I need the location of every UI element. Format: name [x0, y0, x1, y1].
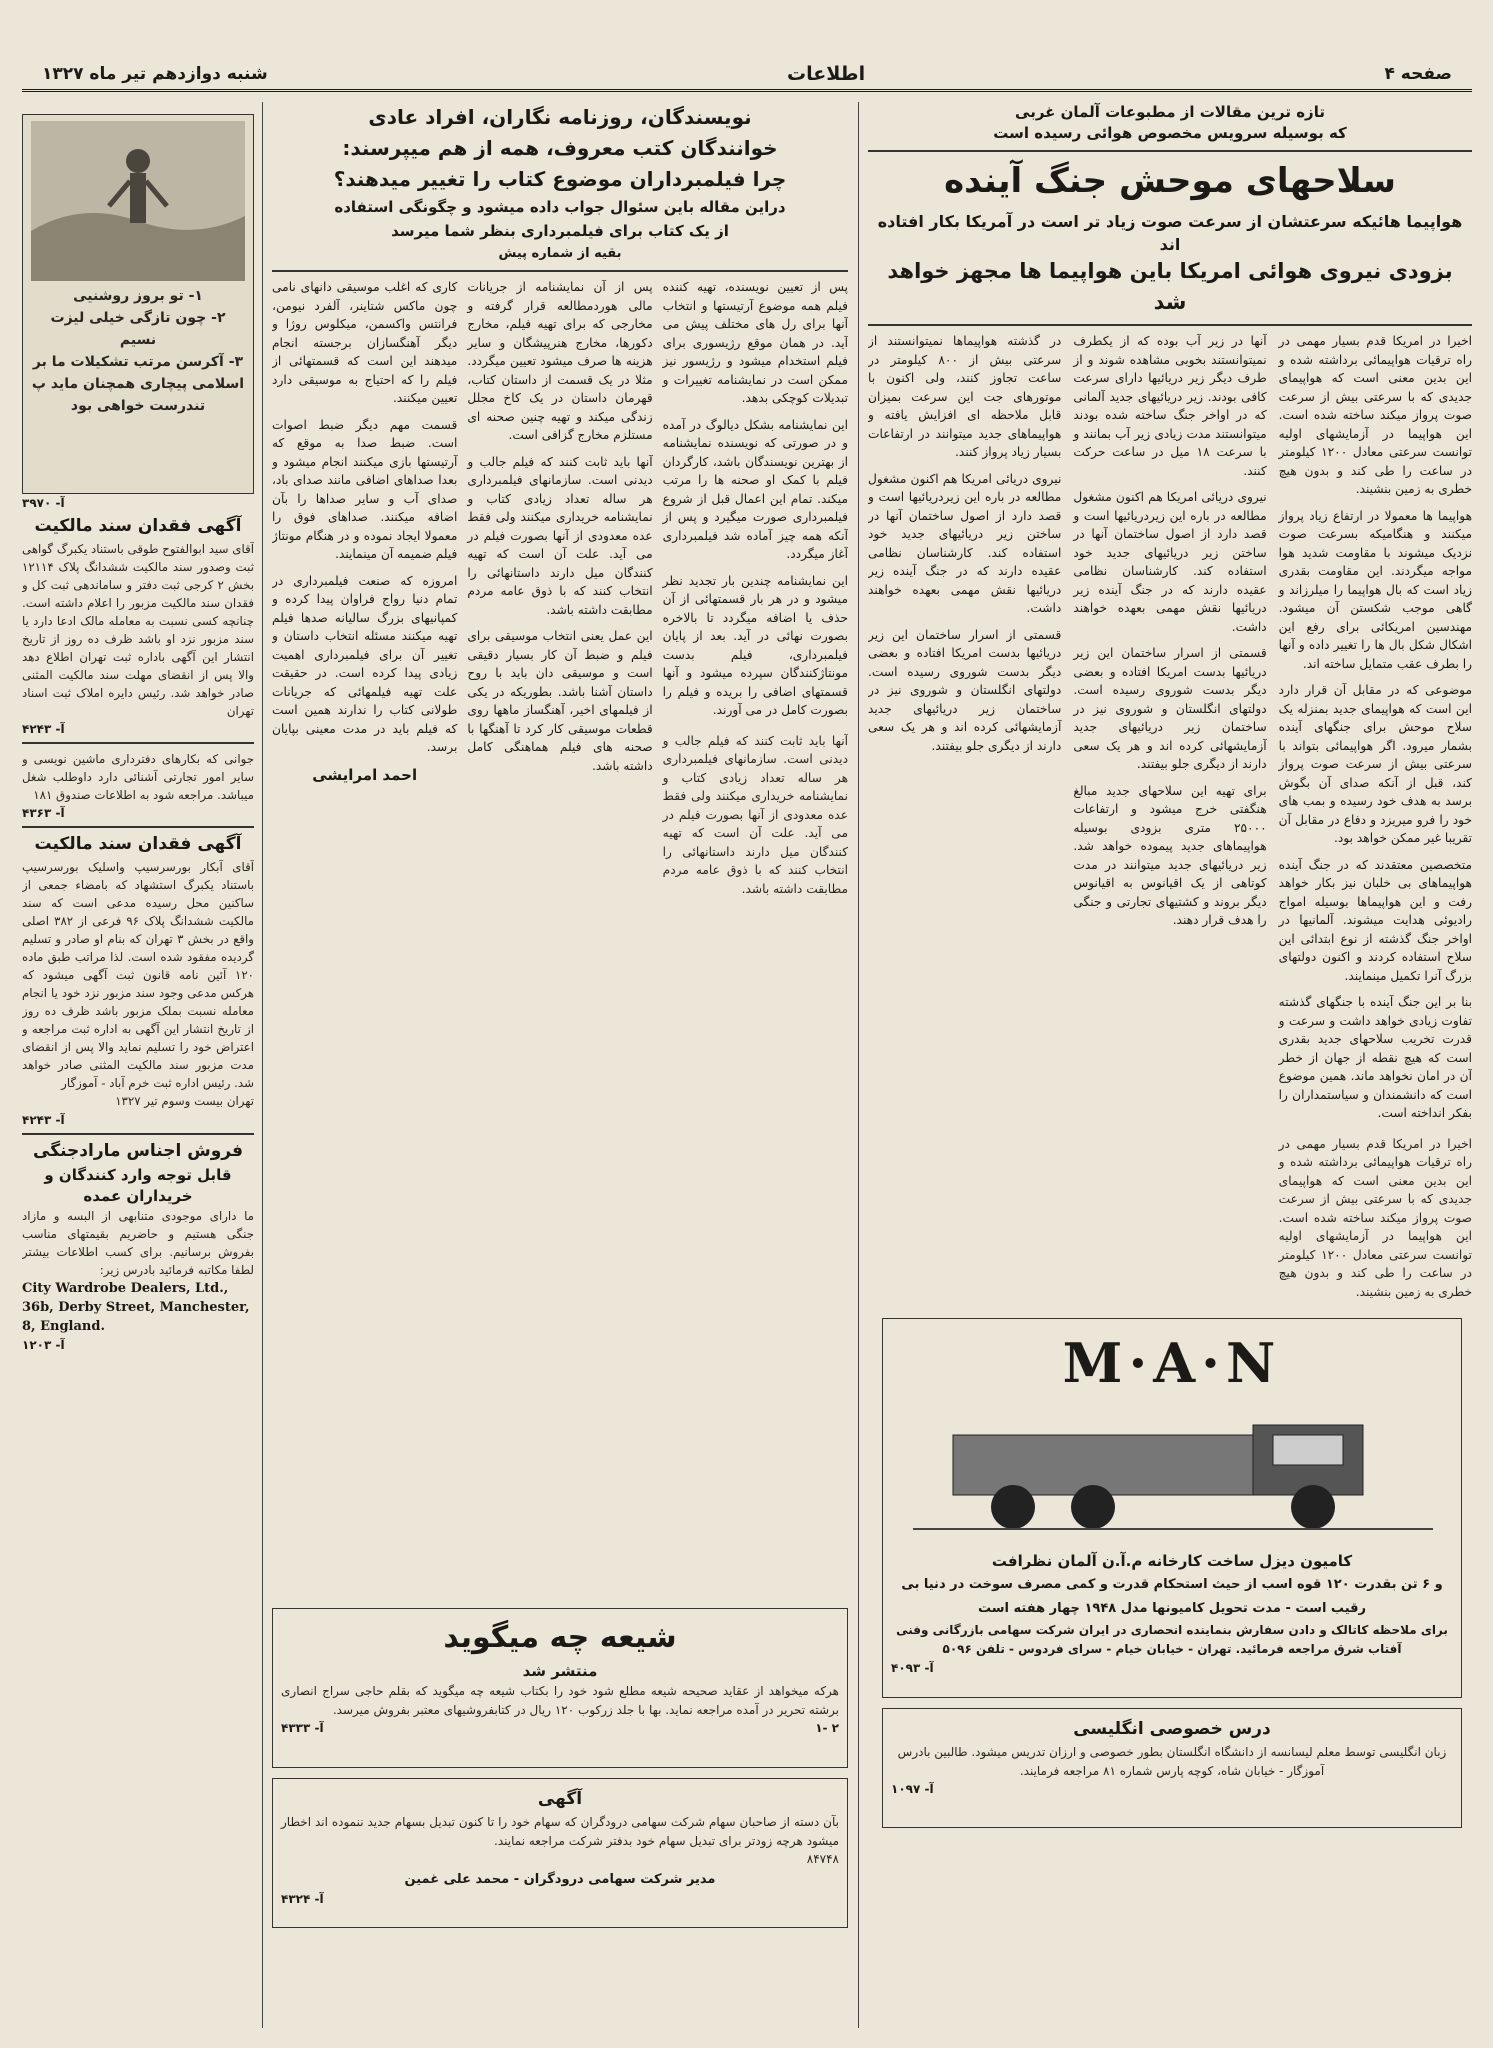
paragraph: آنها باید ثابت کنند که فیلم جالب و دیدنی است. سازمانهای فیلمبرداری هر ساله تعداد زیادی کتاب و نمایشنامه خریداری میکنند ولی فقط عده معدودی از آنها بصورت فیلم در می آید. علت آن است که تهیه کنندگان میل دارند داستانهائی را انتخاب کنند که با ذوق عامه مردم مطابقت داشته باشد.: [662, 733, 848, 896]
man-logo: M·A·N: [1062, 1331, 1282, 1395]
man-caption-2: و ۶ تن بقدرت ۱۲۰ قوه اسب از حیث استحکام قدرت و کمی مصرف سوخت در دنیا بی رقیب است - مدت تحویل کامیونها مدل ۱۹۴۸ چهار هفته است: [901, 1577, 1443, 1616]
kicker-1: تازه ترین مقالات از مطبوعات آلمان غربی: [1015, 103, 1325, 121]
ad-code: آ- ۱۰۹۷: [891, 1782, 934, 1796]
ad-slogan: ۱- تو بروز روشنیی: [73, 288, 203, 304]
divider: [868, 324, 1472, 326]
film-col-c: [272, 278, 457, 910]
film-col-b: [467, 278, 652, 910]
film-deck-1: دراین مقاله باین سئوال جواب داده میشود و چگونگی استفاده: [334, 198, 786, 216]
notice-title: آگهی: [537, 1789, 583, 1809]
divider: [22, 826, 254, 828]
masthead: [22, 58, 1472, 92]
divider: [272, 270, 848, 272]
ad-code: آ- ۴۲۴۳: [22, 722, 65, 736]
continued-label: بقیه از شماره پیش: [498, 246, 622, 261]
film-headline-1: نویسندگان، روزنامه نگاران، افراد عادی: [368, 105, 752, 129]
column-rule: [262, 102, 263, 2028]
film-col-a: [663, 278, 848, 910]
notice-date: تهران بیست وسوم تیر ۱۳۲۷: [115, 1094, 254, 1108]
english-ad-title: درس خصوصی انگلیسی: [1073, 1719, 1271, 1739]
notice-text: آقای آبکار بورسرسیپ واسلیک بورسرسیپ باستناد یکبرگ استشهاد که بامضاء جمعی از ساکنین محل رسیده مدعی است که سند مالکیت ششدانگ پلاک ۹۶ فرعی از ۳۸۲ اصلی واقع در بخش ۳ تهران که بنام او صادر و تسلیم گردیده مفقود شده است. لذا مراتب طبق ماده ۱۲۰ آئین نامه قانون ثبت آگهی میشود که هرکس مدعی وجود سند مزبور نزد خود یا انجام معامله نسبت بملک مزبور باشد ظرف ده روز از تاریخ انتشار این آگهی به اداره ثبت مراجعه و اعتراض خود را تسلیم نماید والا پس از انقضای مدت مزبور سند مالکیت المثنی صادر خواهد شد. رئیس اداره ثبت خرم آباد - آموزگار: [22, 860, 254, 1090]
date-line: شنبه دوازدهم تیر ماه ۱۳۲۷: [42, 63, 268, 84]
film-headline-2: خوانندگان کتب معروف، همه از هم میپرسند:: [342, 136, 778, 160]
paragraph: متخصصین معتقدند که در جنگ آینده هواپیماهای بی خلبان نیز بکار خواهد رفت و این هواپیماها بوسیله امواج رادیوئی هدایت میشوند. آلمانیها در اواخر جنگ گذشته از نوع ابتدائی این سلاح استفاده کردند و اکنون دولتهای بزرگ آنرا تکمیل مینمایند.: [1278, 857, 1472, 983]
ad-slogan: تندرست خواهی بود: [70, 398, 206, 414]
sale-address: City Wardrobe Dealers, Ltd., 36b, Derby Street, Manchester, 8, England.: [22, 1280, 250, 1334]
weapons-deck-1: هواپیما هائیکه سرعتشان از سرعت صوت زیاد تر است در آمریکا بکار افتاده اند: [877, 212, 1463, 254]
weapons-headline: سلاحهای موحش جنگ آینده: [944, 161, 1396, 201]
notice-signer: مدیر شرکت سهامی درودگران - محمد علی غمین: [404, 1871, 716, 1887]
film-author: احمد امرایشی: [312, 765, 418, 784]
job-notice: جوانی که بکارهای دفترداری ماشین نویسی و سایر امور تجارتی آشنائی دارد داوطلب شغل میباشد. مراجعه شود به اطلاعات صندوق ۱۸۱: [22, 752, 254, 802]
paragraph: پس از آن نمایشنامه از جریانات مالی هوردمطالعه قرار گرفته و مخارجی که برای تهیه فیلم، مخارج دکورها، مخارج هنرپیشگان و سایر هزینه ها صرف میشود تعیین میگردد. مثلا در یک قسمت از داستان کتاب، قهرمان داستان در یک کاخ مجلل زندگی میکند و تهیه چنین صحنه ای مستلزم مخارج گزافی است.: [467, 280, 653, 442]
divider: [868, 150, 1472, 152]
man-caption-3: برای ملاحظه کاتالک و دادن سفارش بنماینده انحصاری در ایران شرکت سهامی بازرگانی وفنی آفتاب شرق مراجعه فرمائید. تهران - خیابان خیام - سرای فردوس - تلفن ۵۰۹۶: [896, 1623, 1448, 1656]
english-ad-text: زبان انگلیسی توسط معلم لیسانسه از دانشگاه انگلستان بطور خصوصی و ارزان تدریس میشود. طالبین بادرس آموزگار - خیابان شاه، کوچه پارس شماره ۸۱ مراجعه فرمایند.: [897, 1745, 1447, 1778]
paragraph: هواپیما ها معمولا در ارتفاع زیاد پرواز میکنند و هنگامیکه بسرعت صوت نزدیک میشوند با مقاومت شدید هوا مواجه میگردند. این مقاومت بقدری زیاد است که بال هواپیما را میلرزاند و گاهی موجب شکستن آن میشود. مهندسین امریکائی برای رفع این اشکال شکل بال ها را تغییر داده و آنها را بطرف عقب متمایل ساخته اند.: [1278, 508, 1472, 671]
shareholder-notice: [272, 1778, 848, 1928]
ad-code: آ- ۴۳۳۳: [281, 1721, 324, 1735]
film-article: [272, 102, 848, 1598]
paragraph: آنها باید ثابت کنند که فیلم جالب و دیدنی است. سازمانهای فیلمبرداری هر ساله تعداد زیادی کتاب و نمایشنامه خریداری میکنند ولی فقط عده معدودی از آنها بصورت فیلم در می آید. علت آن است که تهیه کنندگان میل دارند داستانهائی را انتخاب کنند که با ذوق عامه مردم مطابقت داشته باشد.: [467, 454, 653, 617]
paragraph: بنا بر این جنگ آینده با جنگهای گذشته تفاوت زیادی خواهد داشت و سرعت و قدرت تخریب سلاحهای جدید بقدری است که هیچ نقطه از جهان از خطر آن در امان نخواهد ماند. همین موضوع است که دانشمندان و سیاستمداران را بفکر انداخته است.: [1278, 995, 1472, 1120]
paragraph: این عمل یعنی انتخاب موسیقی برای فیلم و ضبط آن کار بسیار دقیقی است و موسیقی دان باید با روح داستان آشنا باشد. بطوریکه در یکی از فیلمهای اخیر، آهنگساز ماهها روی قطعات موسیقی کار کرد تا آهنگها با صحنه های فیلم هماهنگی کامل داشته باشد.: [467, 629, 653, 773]
truck-illustration-icon: [893, 1395, 1453, 1545]
ad-code: ۱- ۲: [815, 1721, 839, 1735]
paragraph: برای تهیه این سلاحهای جدید مبالغ هنگفتی خرج میشود و ارتفاعات ۲۵۰۰۰ متری بزودی بوسیله هواپیماهای جدید پیموده خواهد شد. زیر دریائیهای جدید میتوانند در مدت کوتاهی از یک اقیانوس به اقیانوس دیگر بروند و کشتیهای تجارتی و جنگی را هدف قرار دهند.: [1073, 783, 1267, 927]
man-truck-ad: [882, 1318, 1462, 1698]
paragraph: پس از تعیین نویسنده، تهیه کننده فیلم همه موضوع آرتیستها و انتخاب آنها برای رل های مختلف پیش می آید. در همان موقع رژیسوری برای فیلم استخدام میشود و رژیسور نیز ممکن است در نمایشنامه تغییرات و تبدیلات کوچکی بدهد.: [662, 280, 848, 405]
book-ad: [272, 1608, 848, 1768]
sale-subtitle: قابل توجه وارد کنندگان و خریداران عمده: [44, 1165, 232, 1205]
weapons-col-c: [868, 332, 1061, 1313]
notice-phone: ۸۴۷۴۸: [806, 1852, 839, 1866]
weapons-col-a: [1279, 332, 1472, 1313]
paragraph: قسمتی از اسرار ساختمان این زیر دریائیها بدست امریکا افتاده و بعضی دیگر بدست شوروی رسیده است. دولتهای انگلستان و شوروی نیز در ساختمان زیر دریائیهای جدید آزمایشهائی کرده اند و هر یک سعی دارند از دیگری جلو بیفتند.: [1073, 646, 1267, 771]
book-subtitle: منتشر شد: [522, 1662, 598, 1680]
swimmer-illustration-icon: [31, 121, 245, 281]
sale-title: فروش اجناس مارادجنگی: [33, 1140, 243, 1161]
ad-slogan: اسلامی پیچاری همچنان ماید پ: [31, 376, 245, 392]
paragraph: موضوعی که در مقابل آن قرار دارد این است که هواپیمای جدید بمنزله یک سلاح موحش برای جنگهای آینده بشمار میرود. اگر هواپیمائی بتواند با سرعتی بیش از سرعت صوت پرواز کند، قبل از آنکه صدای آن بگوش برسد به هدف خود رسیده و بمب های خود را فرو میریزد و دفاع در مقابل آن تقریبا غیر ممکن خواهد بود.: [1278, 683, 1472, 845]
notice-text: بآن دسته از صاحبان سهام شرکت سهامی درودگران که سهام خود را تا کنون تبدیل بسهام جدید ننموده اند اخطار میشود هرچه زودتر برای تبدیل سهام خود بدفتر شرکت مراجعه نمایند.: [281, 1815, 839, 1848]
paragraph: قسمتی از اسرار ساختمان این زیر دریائیها بدست امریکا افتاده و بعضی دیگر بدست شوروی رسیده است. دولتهای انگلستان و شوروی نیز در ساختمان زیر دریائیهای جدید آزمایشهائی کرده اند و هر یک سعی دارند از دیگری جلو بیفتند.: [868, 627, 1062, 753]
notice-title: آگهی فقدان سند مالکیت: [34, 516, 242, 536]
paragraph: نیروی دریائی امریکا هم اکنون مشغول مطالعه در باره این زیردریائیها است و قصد دارد از اصول ساختمان آنها در ساختن زیر دریائیهای جدید خود استفاده کند. کارشناسان نظامی عقیده دارند که در جنگ آینده زیر دریائیها نقش مهمی بعهده خواهند داشت.: [868, 471, 1062, 615]
ad-slogan: ۲- چون تازگی خیلی لیزت نسیم: [50, 310, 226, 348]
paragraph: در گذشته هواپیماها نمیتوانستند از سرعتی بیش از ۸۰۰ کیلومتر در ساعت تجاوز کنند، ولی اکنون با موتورهای جت این سرعت بمیزان قابل ملاحظه ای افزایش یافته و هواپیماهای جدید میتوانند در ارتفاعات بسیار زیاد پرواز کنند.: [868, 334, 1062, 459]
film-deck-2: از یک کتاب برای فیلمبرداری بنظر شما میرسد: [391, 222, 729, 240]
paragraph: امروزه که صنعت فیلمبرداری در تمام دنیا رواج فراوان پیدا کرده و کمپانیهای بزرگ سالیانه صدها فیلم تهیه میکنند مسئله انتخاب داستان و تغییر آن برای فیلمبرداری اهمیت زیادی پیدا کرده است. در حقیقت علت تهیه فیلمهائی که جریانات طولانی کتاب را ندارند همین است که فیلم باید در مدت معینی بپایان برسد.: [272, 573, 458, 754]
book-title: شیعه چه میگوید: [443, 1620, 677, 1655]
page-number: صفحه ۴: [1384, 63, 1452, 84]
english-lessons-ad: [882, 1708, 1462, 1828]
weapons-deck-2: بزودی نیروی هوائی امریکا باین هواپیما ها مجهز خواهد شد: [887, 259, 1453, 314]
ad-code: آ- ۱۲۰۳: [22, 1337, 65, 1352]
paper-name: اطلاعات: [787, 62, 866, 85]
column-rule: [858, 102, 859, 2028]
classifieds-column: [22, 114, 254, 2028]
man-caption-1: کامیون دیزل ساخت کارخانه م.آ.ن آلمان نظرافت: [991, 1552, 1353, 1570]
paragraph: نیروی دریائی امریکا هم اکنون مشغول مطالعه در باره این زیردریائیها است و قصد دارد از اصول ساختمان آنها در ساختن زیر دریائیهای جدید خود استفاده کند. کارشناسان نظامی عقیده دارند که در جنگ آینده زیر دریائیها نقش مهمی بعهده خواهند داشت.: [1073, 490, 1267, 634]
notice-text: آقای سید ابوالفتوح طوقی باستناد یکبرگ گواهی ثبت وصدور سند مالکیت ششدانگ پلاک ۱۲۱۱۴ بخش ۲ کرجی ثبت دفتر و ساماندهی ثبت کل و فقدان سند مالکیت مزبور را اعلام داشته است. چنانچه کسی نسبت به معامله مالک ادعا دارد یا سند مزبور نزد او باشد ظرف ده روز از تاریخ انتشار این آگهی باداره ثبت تهران اطلاع دهد والا پس از انقضای مهلت سند مالکیت المثنی صادر خواهد شد. رئیس دایره املاک ثبت اسناد تهران: [22, 542, 254, 718]
paragraph: آنها در زیر آب بوده که از یکطرف نمیتوانستند بخوبی مشاهده شوند و از طرف دیگر زیر دریائیها دارای سرعت کافی بودند. زیر دریائیهای جدید آلمانی که در اواخر جنگ ساخته شده بودند میتوانستند مدت زیادی زیر آب بمانند و با سرعت ۱۸ میل در ساعت حرکت کنند.: [1073, 334, 1267, 478]
paragraph: این نمایشنامه بشکل دیالوگ در آمده و در صورتی که نویسنده نمایشنامه از بهترین نویسندگان باشد، کارگردان فیلم با کمک او صحنه ها را مرتب میکند. تمام این اعمال قبل از شروع فیلمبرداری صورت میگیرد و پس از آنکه همه چیز آماده شد فیلمبرداری آغاز میگردد.: [662, 417, 848, 561]
divider: [22, 1133, 254, 1135]
paragraph: کاری که اغلب موسیقی دانهای نامی چون ماکس شتاینر، آلفرد نیومن، فرانتس واکسمن، میکلوس روژا و دیگر آهنگسازان برجسته انجام میدهند این است که قسمتهائی از فیلم را که احتیاج به موسیقی دارد تعیین میکنند.: [272, 280, 458, 405]
ad-code: آ- ۳۹۷۰: [22, 496, 65, 510]
paragraph: قسمت مهم دیگر ضبط اصوات است. ضبط صدا به موقع که آرتیستها بازی میکنند انجام میشود و بعدا صداهای اضافی مانند صدای باد، صدای آب و سایر صداها را بآن اضافه میکنند. صداهای فوق را معمولا ایجاد نموده و در هنگام مونتاژ فیلم ضمیمه آن مینمایند.: [272, 417, 458, 561]
newspaper-page: [22, 18, 1472, 2028]
divider: [22, 742, 254, 744]
paragraph: این نمایشنامه چندین بار تجدید نظر میشود و در هر بار قسمتهائی از آن حذف یا اضافه میگردد تا بالاخره بصورت نهائی در آید. بعد از پایان فیلمبرداری، فیلم بدست مونتاژکنندگان سپرده میشود و آنها قسمتهای اضافی را بریده و فیلم را بصورت کامل در می آورند.: [662, 573, 848, 717]
film-headline-3: چرا فیلمبرداران موضوع کتاب را تغییر میدهند؟: [333, 167, 787, 191]
book-text: هرکه میخواهد از عقاید صحیحه شیعه مطلع شود خود را بکتاب شیعه چه میگوید که بقلم حاجی سراج انصاری برشته تحریر در آمده مراجعه نماید. بها با جلد زرکوب ۱۲۰ ریال در کتابفروشیهای معتبر بفروش میرسد.: [281, 1684, 839, 1717]
ad-code: آ- ۴۳۶۳: [22, 806, 65, 820]
ad-code: آ- ۴۲۴۳: [22, 1112, 65, 1127]
ad-code: آ- ۴۳۲۴: [281, 1891, 324, 1906]
weapons-col-b: [1073, 332, 1266, 1313]
top-left-ad: [22, 114, 254, 494]
ad-slogan: ۳- آکرسن مرتب تشکیلات ما بر: [32, 354, 244, 370]
sale-text: ما دارای موجودی متنابهی از البسه و مازاد جنگی هستیم و حاضریم بقیمتهای مناسب بفروش برسانیم. برای کسب اطلاعات بیشتر لطفا مکاتبه فرمائید بادرس زیر:: [22, 1208, 254, 1277]
kicker-2: که بوسیله سرویس مخصوص هوائی رسیده است: [993, 124, 1347, 142]
notice-title: آگهی فقدان سند مالکیت: [34, 834, 242, 854]
paragraph: اخیرا در امریکا قدم بسیار مهمی در راه ترقیات هواپیمائی برداشته شده و این بدین معنی است که هواپیمای جدیدی که با سرعتی بیش از سرعت صوت پرواز میکند ساخته شده است. این هواپیما در آزمایشهای اولیه توانست سرعتی معادل ۱۲۰۰ کیلومتر در ساعت را طی کند و بدون هیچ خطری به زمین بنشیند.: [1278, 334, 1472, 496]
paragraph: اخیرا در امریکا قدم بسیار مهمی در راه ترقیات هواپیمائی برداشته شده و این بدین معنی است که هواپیمای جدیدی که با سرعتی بیش از سرعت صوت پرواز میکند ساخته شده است. این هواپیما در آزمایشهای اولیه توانست سرعتی معادل ۱۲۰۰ کیلومتر در ساعت را طی کند و بدون هیچ خطری به زمین بنشیند.: [1278, 1136, 1472, 1299]
ad-code: آ- ۴۰۹۳: [891, 1661, 934, 1675]
